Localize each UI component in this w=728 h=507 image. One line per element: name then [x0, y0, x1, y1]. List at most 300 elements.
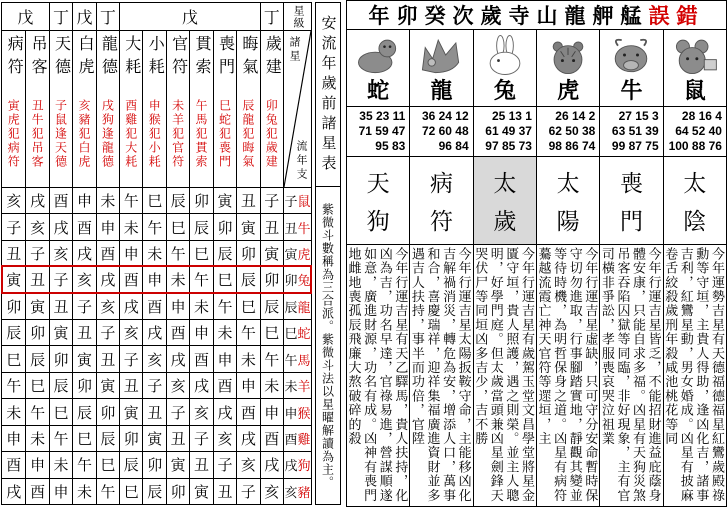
branch-cell: 酉: [213, 372, 236, 398]
ox-icon: [605, 32, 657, 76]
age-numbers: [410, 107, 472, 157]
star-name: 小耗: [146, 35, 164, 81]
branch-cell: 巳: [236, 293, 259, 319]
branch-cell: 巳: [213, 266, 236, 292]
star-column-header: [236, 30, 259, 187]
zodiac-column-ox: [599, 30, 662, 506]
year-animal: 狗: [297, 458, 311, 474]
fortune-text: 今年行運吉星有天乙驛馬，貴人扶持，化凶為吉，功名早達，官祿易進，營謀順遂如意，廣進財源，功名有成。凶神有喪門地雌地喪孤辰飛廉大熬破碎的殺: [347, 247, 409, 503]
year-animal: 猴: [297, 405, 311, 421]
branch-cell: 戌: [119, 293, 142, 319]
star-label-char: 符: [429, 208, 453, 234]
branch-cell: 寅: [25, 293, 48, 319]
stem-cell: 戊: [17, 10, 34, 27]
branch-cell: 午: [96, 478, 119, 504]
branch-cell: 未: [236, 345, 259, 371]
branch-cell: 未: [25, 425, 48, 451]
zodiac-cell: [474, 30, 536, 107]
branch-cell: 午: [72, 451, 95, 477]
branch-cell: 戌: [2, 478, 25, 504]
corner-cell: [283, 30, 311, 187]
star-column-header: [189, 30, 212, 187]
branch-cell: 申: [189, 319, 212, 345]
branch-cell: 亥: [142, 345, 165, 371]
zodiac-animal-name: 兔: [493, 78, 516, 103]
branch-cell: 子: [96, 319, 119, 345]
branch-cell: 亥: [119, 319, 142, 345]
age-line: 95 83: [375, 139, 406, 153]
zodiac-column-tiger: [536, 30, 599, 506]
branch-cell: 巳: [72, 425, 95, 451]
branch-cell: 丑: [119, 372, 142, 398]
year-branch: 卯: [284, 273, 298, 289]
star-label-char: 太: [556, 171, 580, 197]
stars-table: [1, 2, 312, 505]
star-note: 丑牛犯吊客: [30, 99, 45, 169]
year-branch-cell: [283, 293, 311, 319]
star-label: [537, 157, 599, 245]
year-branch: 子: [284, 194, 298, 210]
star-name: 龍德: [99, 35, 117, 81]
branch-cell: 午: [142, 213, 165, 239]
star-label-char: 歲: [493, 208, 517, 234]
age-line: 25 13 1: [491, 109, 532, 123]
branch-cell: 戌: [96, 266, 119, 292]
branch-cell: 申: [119, 240, 142, 266]
age-numbers: [537, 107, 599, 157]
star-column-header: [72, 30, 95, 187]
star-name: 歲建: [263, 35, 281, 81]
branch-cell: 酉: [25, 478, 48, 504]
star-label-char: 狗: [366, 208, 390, 234]
year-branch: 午: [284, 352, 298, 368]
zodiac-cell: [664, 30, 726, 107]
branch-cell: 巳: [2, 345, 25, 371]
branch-cell: 辰: [2, 319, 25, 345]
age-numbers: [600, 107, 662, 157]
branch-cell: 戌: [189, 372, 212, 398]
star-column-header: [119, 30, 142, 187]
zodiac-column-snake: [347, 30, 409, 506]
star-column-header: [96, 30, 119, 187]
branch-cell: 申: [2, 425, 25, 451]
zodiac-column-dragon: [409, 30, 472, 506]
branch-cell: 寅: [236, 213, 259, 239]
branch-cell: 戌: [236, 425, 259, 451]
age-line: 27 15 3: [618, 109, 659, 123]
branch-cell: 子: [25, 240, 48, 266]
year-branch-cell: [283, 398, 311, 424]
zodiac-animal-name: 牛: [620, 78, 643, 103]
star-note: 寅虎犯病符: [6, 99, 21, 169]
branch-cell: 丑: [142, 398, 165, 424]
branch-cell: 酉: [260, 425, 283, 451]
branch-cell: 巳: [25, 372, 48, 398]
branch-cell: 丑: [236, 187, 259, 213]
branch-cell: 寅: [72, 345, 95, 371]
branch-cell: 戌: [142, 319, 165, 345]
branch-cell: 亥: [96, 293, 119, 319]
branch-cell: 子: [260, 187, 283, 213]
branch-cell: 午: [236, 319, 259, 345]
age-line: 96 84: [438, 139, 469, 153]
star-note: 卯兔犯歲建: [264, 99, 279, 169]
year-branch-cell: [283, 213, 311, 239]
star-label-char: 陽: [556, 208, 580, 234]
star-label-char: 太: [493, 171, 517, 197]
age-line: 71 59 47: [358, 124, 406, 138]
year-branch-cell: [283, 187, 311, 213]
tiger-icon: [542, 32, 594, 76]
stem-cell: 丁: [49, 3, 72, 30]
zodiac-animal-name: 龍: [430, 78, 453, 103]
branch-cell: 酉: [166, 319, 189, 345]
branch-cell: 寅: [96, 372, 119, 398]
star-column-header: [2, 30, 25, 187]
branch-cell: 申: [49, 478, 72, 504]
year-branch: 未: [284, 379, 298, 395]
star-label: [600, 157, 662, 245]
age-line: 35 23 11: [359, 109, 406, 123]
branch-cell: 未: [213, 319, 236, 345]
branch-cell: 酉: [119, 266, 142, 292]
star-label: [664, 157, 726, 245]
branch-cell: 午: [25, 398, 48, 424]
branch-cell: 辰: [72, 398, 95, 424]
star-column-header: [49, 30, 72, 187]
branch-cell: 卯: [72, 372, 95, 398]
year-branch-cell: [283, 345, 311, 371]
branch-cell: 卯: [236, 240, 259, 266]
star-note: 酉雞犯大耗: [123, 99, 138, 169]
branch-cell: 未: [49, 451, 72, 477]
star-name: 天德: [52, 35, 70, 81]
branch-cell: 亥: [49, 240, 72, 266]
age-line: 97 85 73: [485, 139, 532, 153]
branch-cell: 亥: [2, 187, 25, 213]
star-label-char: 太: [683, 171, 707, 197]
branch-cell: 酉: [49, 187, 72, 213]
age-line: 28 16 4: [681, 109, 722, 123]
branch-cell: 子: [49, 266, 72, 292]
branch-cell: 戌: [166, 345, 189, 371]
branch-cell: 卯: [119, 425, 142, 451]
star-name: 病符: [5, 35, 23, 81]
branch-cell: 酉: [96, 240, 119, 266]
branch-cell: 午: [260, 345, 283, 371]
age-numbers: [347, 107, 409, 157]
branch-cell: 亥: [260, 478, 283, 504]
branch-cell: 午: [49, 425, 72, 451]
branch-cell: 辰: [166, 187, 189, 213]
branch-cell: 卯: [260, 266, 283, 292]
branch-cell: 辰: [213, 240, 236, 266]
year-branch: 申: [284, 405, 298, 421]
star-label: [474, 157, 536, 245]
branch-cell: 子: [72, 293, 95, 319]
branch-cell: 申: [213, 345, 236, 371]
age-line: 72 60 48: [421, 124, 469, 138]
year-animal: 兔: [297, 273, 311, 289]
year-branch: 寅: [284, 247, 298, 263]
branch-cell: 寅: [119, 398, 142, 424]
star-name: 晦氣: [239, 35, 257, 81]
year-animal: 蛇: [297, 326, 311, 342]
corner-label-stars: 諸星: [287, 36, 300, 64]
star-column-header: [213, 30, 236, 187]
branch-cell: 申: [260, 398, 283, 424]
branch-cell: 丑: [166, 425, 189, 451]
branch-cell: 丑: [189, 451, 212, 477]
title-text: 年卯癸次歲寺山龍舺艋: [368, 4, 649, 28]
year-branch-cell: [283, 425, 311, 451]
fortune-text: 今年行運吉星有歲駕玉堂文昌學堂將星金匱守垣，貴人照護，遇之則榮。並主人聰明，好學門庭。但太歲當頭兼凶星劍鋒天哭伏尸等同垣凶多吉少，吉不勝: [473, 247, 535, 503]
branch-cell: 寅: [189, 478, 212, 504]
age-numbers: [474, 107, 536, 157]
branch-cell: 戌: [25, 187, 48, 213]
year-branch: 亥: [284, 484, 298, 500]
star-note: 申猴犯小耗: [147, 99, 162, 169]
year-animal: 雞: [297, 431, 311, 447]
branch-cell: 丑: [2, 240, 25, 266]
year-branch-cell: [283, 451, 311, 477]
branch-cell: 丑: [213, 478, 236, 504]
branch-cell: 丑: [25, 266, 48, 292]
branch-cell: 辰: [236, 266, 259, 292]
branch-cell: 卯: [166, 478, 189, 504]
table-title: 安流年歲前諸星表: [316, 3, 340, 187]
branch-cell: 卯: [189, 187, 212, 213]
branch-cell: 午: [189, 266, 212, 292]
snake-icon: [352, 32, 404, 76]
branch-cell: 午: [119, 187, 142, 213]
branch-cell: 寅: [166, 451, 189, 477]
year-animal: 鼠: [297, 194, 311, 210]
branch-cell: 巳: [49, 398, 72, 424]
branch-cell: 子: [142, 372, 165, 398]
year-animal: 虎: [297, 247, 311, 263]
zodiac-column-rabbit: [473, 30, 536, 506]
stem-cell: 丁: [96, 3, 119, 30]
star-name: 吊客: [29, 35, 47, 81]
branch-cell: 戌: [49, 213, 72, 239]
branch-cell: 辰: [25, 345, 48, 371]
side-strip: [315, 2, 341, 505]
age-line: 63 51 39: [611, 124, 659, 138]
year-animal: 牛: [297, 220, 311, 236]
year-branch: 辰: [284, 299, 298, 315]
branch-cell: 酉: [236, 398, 259, 424]
branch-cell: 卯: [49, 345, 72, 371]
branch-cell: 申: [96, 213, 119, 239]
branch-cell: 戌: [72, 240, 95, 266]
fortune-text: 今年行運吉星虛缺，只可守分安命暫時保守切勿進取，行事腳踏實地，靜觀其變並等待時機，為明哲保身之道。凶星有病符驀越流霞亡神天官符等遝垣，主: [536, 247, 599, 503]
zodiac-animal-name: 虎: [557, 78, 580, 103]
branch-cell: 辰: [260, 293, 283, 319]
branch-cell: 亥: [213, 425, 236, 451]
branch-cell: 未: [2, 398, 25, 424]
star-note: 辰龍犯晦氣: [240, 99, 255, 169]
branch-cell: 卯: [96, 398, 119, 424]
branch-cell: 巳: [189, 240, 212, 266]
branch-cell: 申: [142, 266, 165, 292]
branch-cell: 未: [260, 372, 283, 398]
branch-cell: 戌: [213, 398, 236, 424]
year-animal: 羊: [297, 379, 311, 395]
branch-cell: 未: [72, 478, 95, 504]
age-numbers: [664, 107, 726, 157]
star-note: 未羊犯官符: [170, 99, 185, 169]
star-note: 巳蛇犯喪門: [217, 99, 232, 169]
age-line: 36 24 12: [421, 109, 469, 123]
branch-cell: 卯: [142, 451, 165, 477]
zodiac-animal-name: 鼠: [683, 78, 706, 103]
branch-cell: 未: [166, 266, 189, 292]
branch-cell: 申: [25, 451, 48, 477]
year-branch-cell: [283, 266, 311, 292]
branch-cell: 子: [119, 345, 142, 371]
branch-cell: 寅: [2, 266, 25, 292]
fortune-text: 今年行運吉星太陽扳鞍守命，主能移凶化吉解禍消災，轉危為安，增添人口，萬事和合，喜慶瑞祥，迎祥集福廣進資財並多遇吉人扶持，事半而功倍，官陞: [410, 247, 472, 503]
branch-cell: 未: [142, 240, 165, 266]
star-label-char: 陰: [683, 208, 707, 234]
year-animal: 馬: [297, 352, 311, 368]
branch-cell: 未: [119, 213, 142, 239]
branch-cell: 申: [236, 372, 259, 398]
rabbit-icon: [479, 32, 531, 76]
star-column-header: [166, 30, 189, 187]
star-label-char: 天: [366, 171, 390, 197]
branch-cell: 亥: [189, 398, 212, 424]
branch-cell: 卯: [2, 293, 25, 319]
year-branch-cell: [283, 240, 311, 266]
star-note: 戌狗逢龍德: [100, 99, 115, 169]
branch-cell: 酉: [72, 213, 95, 239]
branch-cell: 卯: [213, 213, 236, 239]
star-note: 子鼠逢天德: [53, 99, 68, 169]
age-line: 100 88 76: [668, 139, 722, 153]
branch-cell: 寅: [49, 319, 72, 345]
rat-icon: [669, 32, 721, 76]
star-column-header: [260, 30, 283, 187]
star-name: 官符: [169, 35, 187, 81]
branch-cell: 丑: [96, 345, 119, 371]
branch-cell: 戌: [260, 451, 283, 477]
zodiac-cell: [537, 30, 599, 107]
branch-cell: 巳: [166, 213, 189, 239]
star-name: 白虎: [75, 35, 93, 81]
branch-cell: 子: [189, 425, 212, 451]
year-animal: 豬: [297, 484, 311, 500]
branch-cell: 卯: [25, 319, 48, 345]
year-branch: 戌: [284, 458, 298, 474]
fortune-text: 今年行運吉星皆乏，不能招財進益庇蔭身體安康，只能自求多福。凶星有天狗災煞吊客吞陷囚獄等同臨，非好現象，主有官司橫非爭訟，孝服喪哀哭泣祖業: [600, 247, 662, 503]
branch-cell: 丑: [49, 293, 72, 319]
zodiac-animal-name: 蛇: [367, 78, 390, 103]
star-column-header: [142, 30, 165, 187]
stem-cell: 戊: [72, 3, 95, 30]
branch-cell: 辰: [189, 213, 212, 239]
year-branch-cell: [283, 478, 311, 504]
branch-cell: 酉: [2, 451, 25, 477]
star-label-char: 門: [619, 208, 643, 234]
year-branch: 酉: [284, 431, 298, 447]
branch-cell: 未: [96, 187, 119, 213]
year-branch: 巳: [284, 326, 298, 342]
age-line: 26 14 2: [555, 109, 596, 123]
year-animal: 龍: [297, 299, 311, 315]
branch-cell: 子: [2, 213, 25, 239]
age-line: 98 86 74: [548, 139, 596, 153]
year-branch-cell: [283, 319, 311, 345]
branch-cell: 申: [166, 293, 189, 319]
zodiac-panel: [346, 0, 727, 507]
branch-cell: 子: [166, 398, 189, 424]
star-label: [410, 157, 472, 245]
star-note: 亥豬犯白虎: [76, 99, 91, 169]
star-label-char: 喪: [619, 171, 643, 197]
star-name: 貫索: [193, 35, 211, 81]
branch-cell: 亥: [25, 213, 48, 239]
fortune-text: 今年運勢吉星有天德福德福星紅鸞歲殿祿勳等守垣，主貴人得助，逢凶化吉，諸事吉利，紅鸞星動，男女婚成。凶星有披麻卷舌絞殺歲刑年殺咸池桃花等同: [663, 247, 725, 503]
table-footnote: 紫微斗數稱為三合派。紫微斗法以星曜解讀為主。: [320, 202, 335, 489]
branch-cell: 亥: [166, 372, 189, 398]
year-branch: 丑: [284, 220, 298, 236]
age-line: 62 50 38: [548, 124, 596, 138]
temple-year-title: [347, 1, 726, 30]
branch-cell: 巳: [96, 451, 119, 477]
branch-cell: 巳: [260, 319, 283, 345]
stem-cell: 戊: [119, 3, 260, 30]
branch-cell: 巳: [142, 187, 165, 213]
star-label: [347, 157, 409, 245]
star-label-char: 病: [429, 171, 453, 197]
star-column-header: [25, 30, 48, 187]
branch-cell: 子: [213, 451, 236, 477]
corner-label-year-branch: 流年支: [294, 140, 307, 182]
branch-cell: 亥: [72, 266, 95, 292]
year-branch-cell: [283, 372, 311, 398]
branch-cell: 午: [166, 240, 189, 266]
branch-cell: 辰: [96, 425, 119, 451]
branch-cell: 午: [2, 372, 25, 398]
branch-cell: 辰: [119, 451, 142, 477]
zodiac-columns: [347, 30, 726, 506]
age-line: 99 87 75: [611, 139, 659, 153]
title-error-text: 誤錯: [648, 4, 705, 28]
age-line: 64 52 40: [675, 124, 722, 138]
star-name: 喪門: [216, 35, 234, 81]
branch-cell: 酉: [142, 293, 165, 319]
branch-cell: 寅: [213, 187, 236, 213]
branch-cell: 酉: [189, 345, 212, 371]
branch-cell: 未: [189, 293, 212, 319]
dragon-icon: [415, 32, 467, 76]
branch-cell: 寅: [142, 425, 165, 451]
branch-cell: 丑: [72, 319, 95, 345]
branch-cell: 申: [72, 187, 95, 213]
grade-header-cell: 星級: [283, 3, 311, 30]
branch-cell: 辰: [142, 478, 165, 504]
branch-cell: 午: [213, 293, 236, 319]
zodiac-cell: [600, 30, 662, 107]
star-name: 大耗: [122, 35, 140, 81]
star-note: 午馬犯貫索: [194, 99, 209, 169]
zodiac-cell: [347, 30, 409, 107]
branch-cell: 寅: [260, 240, 283, 266]
branch-cell: 巳: [119, 478, 142, 504]
stem-cell: 丁: [260, 3, 283, 30]
